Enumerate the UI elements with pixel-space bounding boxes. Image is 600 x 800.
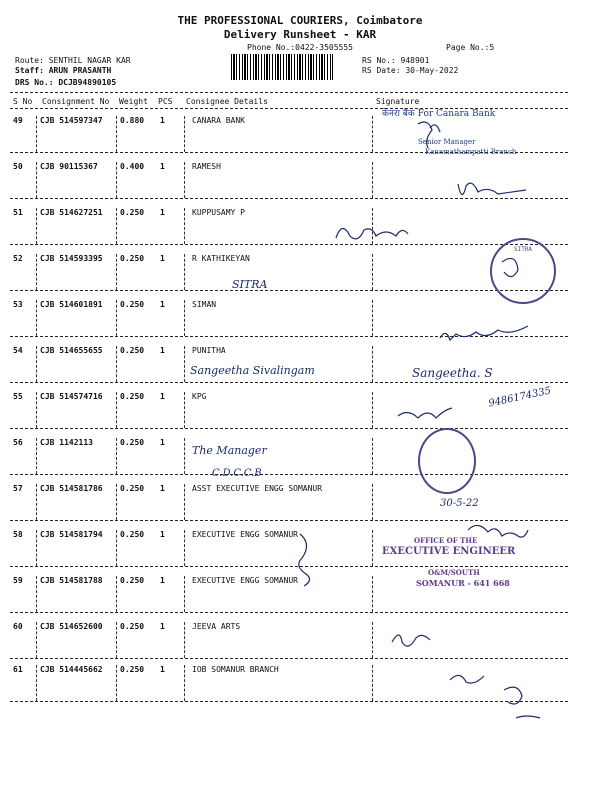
- signature-canara: [418, 122, 440, 148]
- handwritten-consignee-name: Sangeetha Sivalingam: [190, 364, 315, 377]
- drs-label: DRS No.: DCJB94890105: [15, 78, 117, 87]
- canara-stamp-line1: केनरा बैंक For Canara Bank: [382, 109, 496, 119]
- signature-executive: [468, 525, 528, 537]
- row-weight: 0.250: [120, 438, 145, 447]
- row-weight: 0.250: [120, 484, 145, 493]
- col-sno: S No: [13, 97, 33, 106]
- signature-kuppusamy: [336, 228, 408, 238]
- signature-ramesh: [458, 183, 526, 194]
- row-consignment: CJB 514597347: [40, 116, 103, 125]
- row-consignment: CJB 514627251: [40, 208, 103, 217]
- row-weight: 0.250: [120, 665, 145, 674]
- handwritten-cdccb: C.D.C.C.B: [212, 468, 262, 479]
- row-weight: 0.250: [120, 576, 145, 585]
- col-consignment: Consignment No: [42, 97, 110, 106]
- row-weight: 0.250: [120, 300, 145, 309]
- row-weight: 0.250: [120, 254, 145, 263]
- row-pcs: 1: [160, 438, 165, 447]
- row-pcs: 1: [160, 576, 165, 585]
- row-pcs: 1: [160, 392, 165, 401]
- row-consignee: CANARA BANK: [192, 116, 245, 125]
- row-sno: 50: [13, 162, 23, 171]
- office-stamp-line4: SOMANUR - 641 668: [416, 578, 510, 588]
- office-stamp-line2: EXECUTIVE ENGINEER: [382, 546, 516, 557]
- row-consignment: CJB 514601891: [40, 300, 103, 309]
- row-pcs: 1: [160, 162, 165, 171]
- col-weight: Weight: [119, 97, 148, 106]
- row-consignment: CJB 514593395: [40, 254, 103, 263]
- row-pcs: 1: [160, 116, 165, 125]
- rs-number: RS No.: 948901: [362, 56, 430, 65]
- row-sno: 59: [13, 576, 23, 585]
- row-weight: 0.250: [120, 346, 145, 355]
- row-consignee: IOB SOMANUR BRANCH: [192, 665, 279, 674]
- row-pcs: 1: [160, 622, 165, 631]
- row-consignment: CJB 514581794: [40, 530, 103, 539]
- row-pcs: 1: [160, 665, 165, 674]
- handwritten-sitra: SITRA: [232, 278, 268, 291]
- row-sno: 55: [13, 392, 23, 401]
- col-pcs: PCS: [158, 97, 173, 106]
- row-consignment: CJB 514574716: [40, 392, 103, 401]
- row-consignee: SIMAN: [192, 300, 217, 309]
- row-consignee: ASST EXECUTIVE ENGG SOMANUR: [192, 484, 323, 493]
- row-weight: 0.250: [120, 530, 145, 539]
- row-consignment: CJB 1142113: [40, 438, 93, 447]
- office-stamp-line3: O&M/SOUTH: [428, 568, 480, 577]
- row-weight: 0.250: [120, 392, 145, 401]
- row-sno: 52: [13, 254, 23, 263]
- row-pcs: 1: [160, 208, 165, 217]
- row-weight: 0.400: [120, 162, 145, 171]
- row-consignee: PUNITHA: [192, 346, 226, 355]
- row-pcs: 1: [160, 254, 165, 263]
- row-pcs: 1: [160, 484, 165, 493]
- row-pcs: 1: [160, 346, 165, 355]
- row-consignee: R KATHIKEYAN: [192, 254, 250, 263]
- row-consignment: CJB 514445662: [40, 665, 103, 674]
- handwritten-manager: The Manager: [192, 444, 267, 457]
- row-sno: 61: [13, 665, 23, 674]
- phone-number: Phone No.:0422-3505555: [247, 43, 353, 52]
- row-sno: 57: [13, 484, 23, 493]
- signature-kathikeyan: [502, 258, 518, 276]
- row-consignee: EXECUTIVE ENGG SOMANUR: [192, 530, 298, 539]
- row-pcs: 1: [160, 300, 165, 309]
- handwritten-signature-name: Sangeetha. S: [412, 366, 493, 380]
- handwritten-date: 30-5-22: [440, 498, 479, 509]
- row-consignment: CJB 90115367: [40, 162, 98, 171]
- bracket-mark: [299, 534, 310, 586]
- row-consignee: EXECUTIVE ENGG SOMANUR: [192, 576, 298, 585]
- row-weight: 0.250: [120, 622, 145, 631]
- row-consignee: RAMESH: [192, 162, 221, 171]
- signature-iob: [450, 675, 540, 718]
- canara-stamp-line2: Senior Manager: [418, 138, 476, 146]
- row-sno: 60: [13, 622, 23, 631]
- row-sno: 49: [13, 116, 23, 125]
- row-sno: 54: [13, 346, 23, 355]
- handwritten-phone: 9486174335: [487, 385, 553, 410]
- signature-kpg: [398, 408, 452, 418]
- row-consignment: CJB 514581788: [40, 576, 103, 585]
- staff-label: Staff: ARUN PRASANTH: [15, 66, 112, 75]
- row-sno: 58: [13, 530, 23, 539]
- page-number: Page No.:5: [446, 43, 495, 52]
- title-runsheet: Delivery Runsheet - KAR: [223, 28, 377, 41]
- row-sno: 56: [13, 438, 23, 447]
- canara-stamp-line3: Kanamathampatti Branch: [425, 148, 517, 156]
- row-consignment: CJB 514581786: [40, 484, 103, 493]
- office-stamp-line1: OFFICE OF THE: [414, 536, 478, 545]
- row-sno: 51: [13, 208, 23, 217]
- rs-date: RS Date: 30-May-2022: [362, 66, 459, 75]
- row-weight: 0.880: [120, 116, 145, 125]
- row-consignee: JEEVA ARTS: [192, 622, 241, 631]
- col-signature: Signature: [376, 97, 420, 106]
- route-label: Route: SENTHIL NAGAR KAR: [15, 56, 131, 65]
- row-consignee: KUPPUSAMY P: [192, 208, 245, 217]
- row-consignment: CJB 514655655: [40, 346, 103, 355]
- row-weight: 0.250: [120, 208, 145, 217]
- row-sno: 53: [13, 300, 23, 309]
- title-company: THE PROFESSIONAL COURIERS, Coimbatore: [177, 14, 423, 27]
- signature-siman: [440, 326, 528, 340]
- row-pcs: 1: [160, 530, 165, 539]
- signature-jeeva: [392, 635, 430, 646]
- row-consignment: CJB 514652600: [40, 622, 103, 631]
- col-consignee: Consignee Details: [186, 97, 268, 106]
- row-consignee: KPG: [192, 392, 207, 401]
- sitra-stamp-text: SITRA: [513, 246, 533, 253]
